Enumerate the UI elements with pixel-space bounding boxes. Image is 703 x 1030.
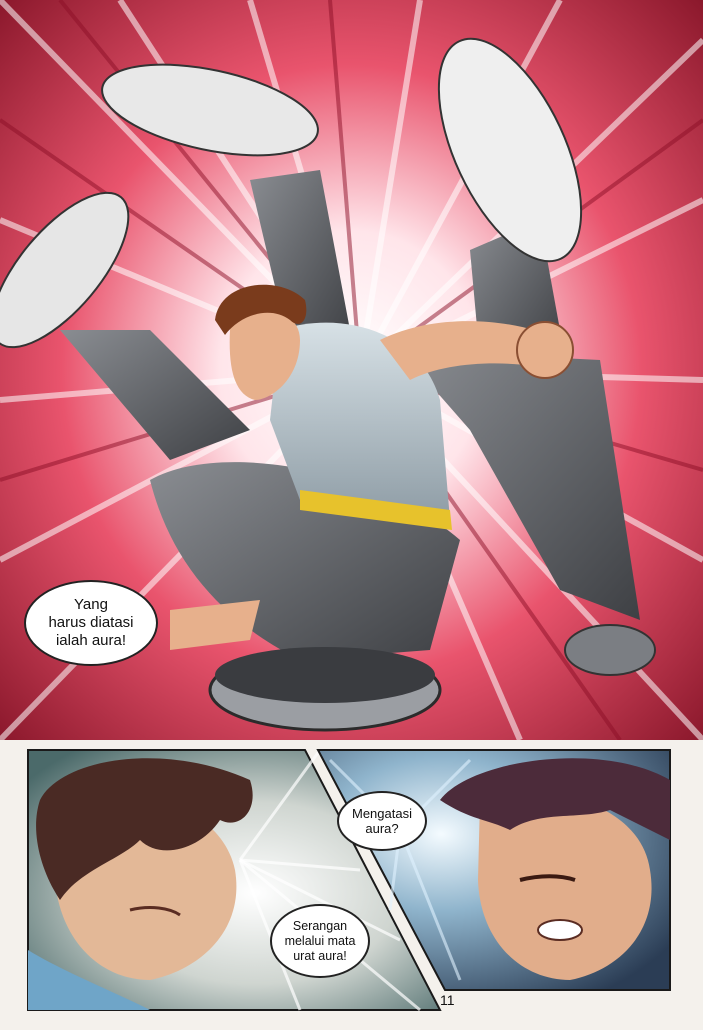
page-number: 11 [440, 992, 455, 1008]
speech-text: Mengatasi aura? [352, 806, 412, 836]
panel-2 [0, 740, 703, 1030]
speech-bubble-aura [24, 580, 158, 666]
speech-text: Yang harus diatasi ialah aura! [48, 596, 134, 649]
speech-bubble-attack [270, 904, 370, 978]
speech-text: Serangan melalui mata urat aura! [284, 918, 356, 963]
speech-bubble-question [337, 791, 427, 851]
